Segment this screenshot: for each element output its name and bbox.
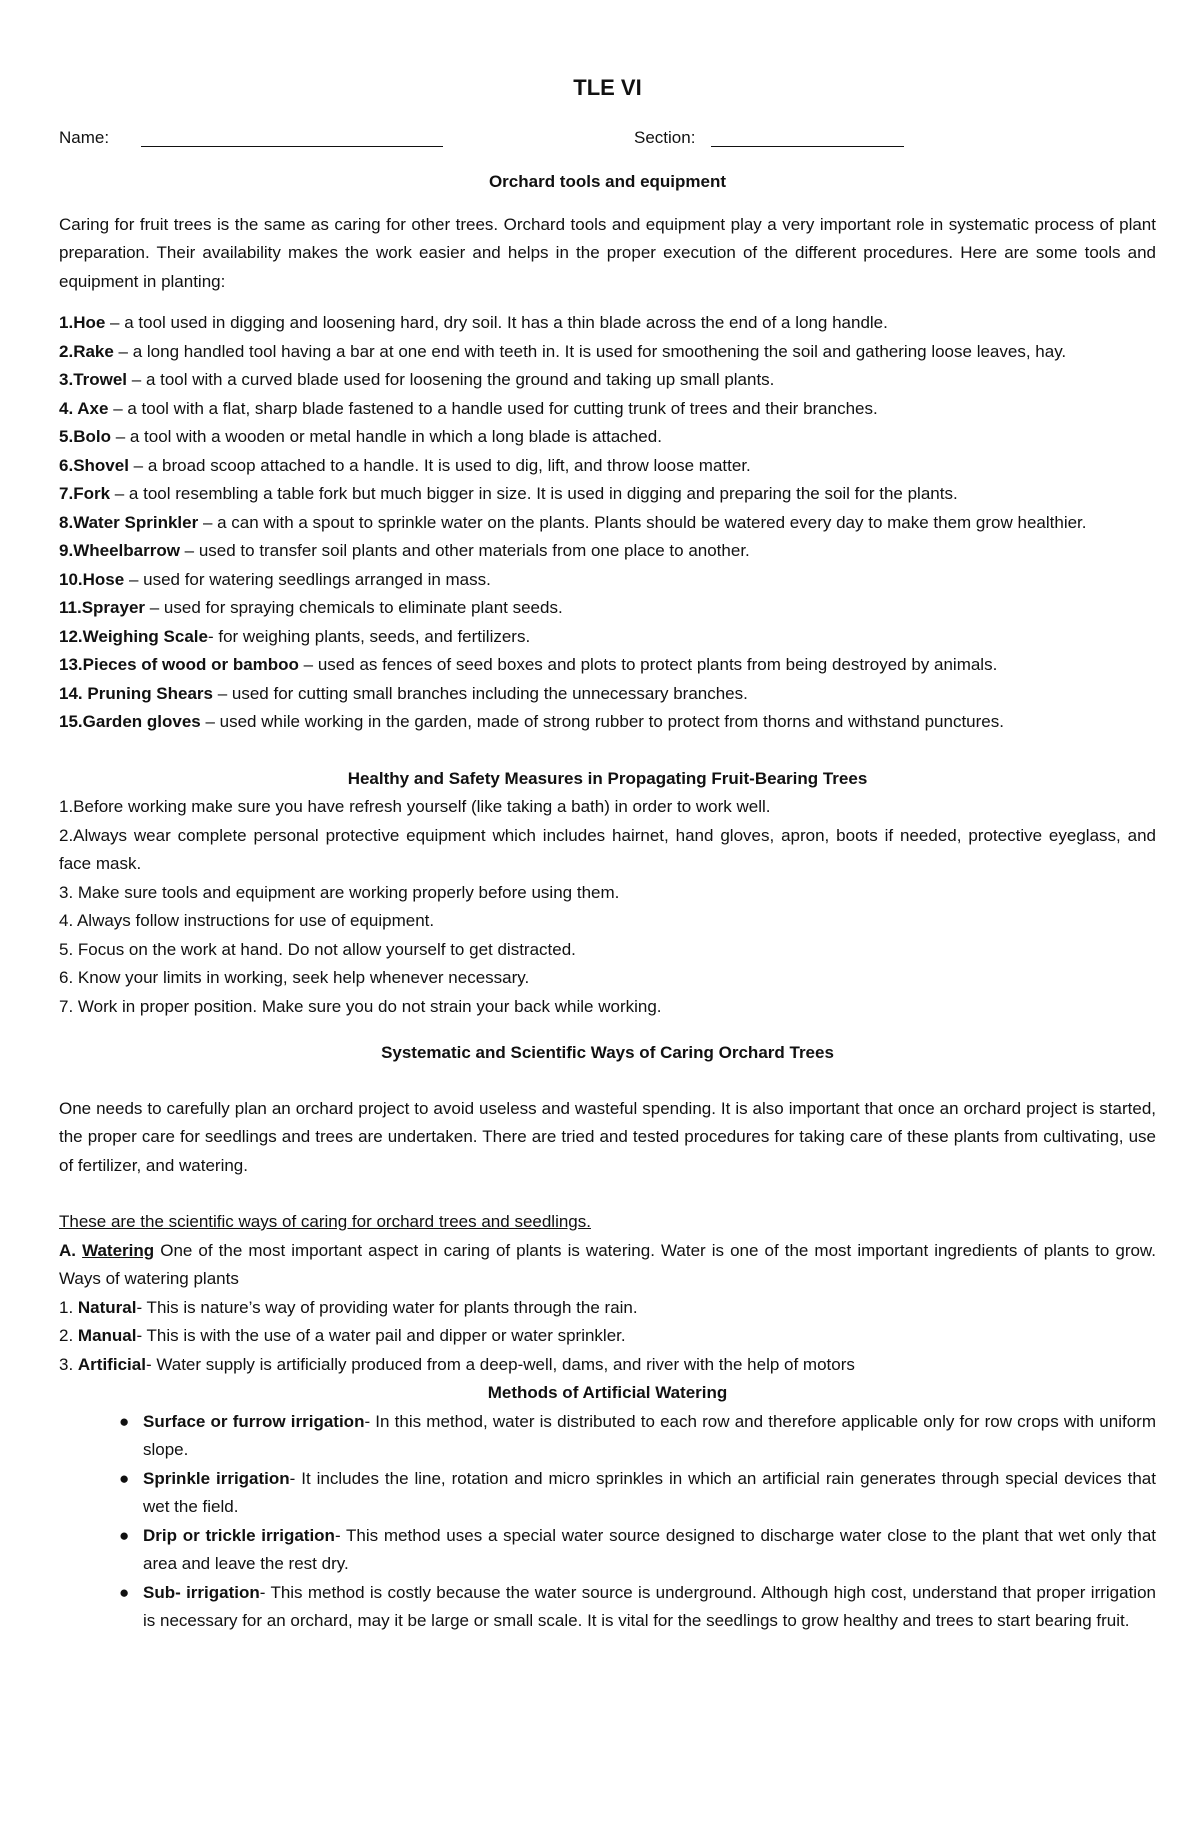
scientific-ways-subheading: These are the scientific ways of caring for orchard trees and seedlings. (59, 1212, 591, 1231)
list-item: 4. Axe – a tool with a flat, sharp blade fastened to a handle used for cutting trunk of trees and their branches. (59, 398, 878, 418)
list-item: 15.Garden gloves – used while working in the garden, made of strong rubber to protect from thorns and withstand punctures. (59, 712, 1004, 731)
methods-list (59, 1408, 1156, 1636)
list-item: 3. Artificial- Water supply is artificially produced from a deep-well, dams, and river with the help of motors (59, 1354, 855, 1374)
bullet-icon: ● (119, 1468, 130, 1488)
list-item: ● Surface or furrow irrigation- In this method, water is distributed to each row and therefore applicable only for row crops with uniform slope. (143, 1408, 1156, 1465)
list-item: ● Drip or trickle irrigation- This method uses a special water source designed to discharge water close to the plant that wet only that area and leave the rest dry. (143, 1522, 1156, 1579)
list-item: 8.Water Sprinkler – a can with a spout to sprinkle water on the plants. Plants should be watered every day to make them grow healthier. (59, 512, 1087, 532)
name-section-row (59, 124, 1156, 154)
spacer (59, 1180, 1156, 1208)
watering-paragraph: A. Watering One of the most important aspect in caring of plants is watering. Water is one of the most important ingredients of plants to grow. Ways of watering plants (59, 1240, 1156, 1288)
safety-list (59, 793, 1156, 1021)
page-title: TLE VI (573, 75, 642, 100)
orchard-heading: Orchard tools and equipment (488, 172, 727, 191)
list-item: 12.Weighing Scale- for weighing plants, seeds, and fertilizers. (59, 626, 531, 646)
bullet-icon: ● (119, 1411, 130, 1431)
bullet-icon: ● (119, 1582, 130, 1602)
list-item: 11.Sprayer – used for spraying chemicals to eliminate plant seeds. (59, 598, 563, 617)
list-item: ● Sub- irrigation- This method is costly because the water source is underground. Although high cost, understand that proper irrigation is necessary for an orchard, may it be large or small scale. It is vital for the seedlings to grow healthy and trees to start bearing fruit. (143, 1579, 1156, 1636)
bullet-icon: ● (119, 1525, 130, 1545)
list-item: 1.Before working make sure you have refresh yourself (like taking a bath) in order to work well. (59, 797, 771, 816)
list-item: 3. Make sure tools and equipment are working properly before using them. (59, 882, 620, 902)
list-item: 1. Natural- This is nature’s way of providing water for plants through the rain. (59, 1297, 638, 1317)
list-item: 2. Manual- This is with the use of a water pail and dipper or water sprinkler. (59, 1326, 626, 1345)
list-item: 9.Wheelbarrow – used to transfer soil plants and other materials from one place to another. (59, 541, 750, 560)
list-item: 6.Shovel – a broad scoop attached to a handle. It is used to dig, lift, and throw loose matter. (59, 455, 751, 475)
list-item: ● Sprinkle irrigation- It includes the line, rotation and micro sprinkles in which an artificial rain generates through special devices that wet the field. (143, 1465, 1156, 1522)
safety-heading: Healthy and Safety Measures in Propagating Fruit-Bearing Trees (347, 768, 868, 788)
orchard-intro: Caring for fruit trees is the same as caring for other trees. Orchard tools and equipment play a very important role in systematic process of plant preparation. Their availability makes the work easier and helps in the proper execution of the different procedures. Here are some tools and equipment in planting: (59, 214, 1156, 291)
name-label: Name: (59, 128, 110, 147)
list-item: 13.Pieces of wood or bamboo – used as fences of seed boxes and plots to protect plants from being destroyed by animals. (59, 655, 998, 674)
caring-intro: One needs to carefully plan an orchard project to avoid useless and wasteful spending. It is also important that once an orchard project is started, the proper care for seedlings and trees are undertaken. There are tried and tested procedures for taking care of these plants from cultivating, use of fertilizer, and watering. (59, 1098, 1156, 1175)
spacer (59, 737, 1156, 765)
list-item: 1.Hoe – a tool used in digging and loosening hard, dry soil. It has a thin blade across the end of a long handle. (59, 313, 888, 332)
list-item: 5.Bolo – a tool with a wooden or metal handle in which a long blade is attached. (59, 427, 662, 446)
name-blank-line[interactable] (141, 146, 443, 147)
list-item: 10.Hose – used for watering seedlings arranged in mass. (59, 569, 491, 589)
spacer (59, 1021, 1156, 1039)
list-item: 2.Always wear complete personal protective equipment which includes hairnet, hand gloves, apron, boots if needed, protective eyeglass, and face mask. (59, 825, 1156, 873)
list-item: 7. Work in proper position. Make sure you do not strain your back while working. (59, 996, 662, 1016)
section-blank-line[interactable] (711, 146, 904, 147)
tools-list (59, 309, 1156, 737)
section-label: Section: (634, 128, 696, 147)
list-item: 3.Trowel – a tool with a curved blade used for loosening the ground and taking up small plants. (59, 370, 775, 389)
list-item: 6. Know your limits in working, seek help whenever necessary. (59, 968, 530, 987)
methods-heading: Methods of Artificial Watering (487, 1383, 728, 1402)
list-item: 4. Always follow instructions for use of equipment. (59, 911, 435, 930)
caring-heading: Systematic and Scientific Ways of Caring Orchard Trees (381, 1043, 834, 1062)
list-item: 7.Fork – a tool resembling a table fork but much bigger in size. It is used in digging and preparing the soil for the plants. (59, 484, 958, 503)
list-item: 5. Focus on the work at hand. Do not allow yourself to get distracted. (59, 939, 576, 959)
list-item: 14. Pruning Shears – used for cutting small branches including the unnecessary branches. (59, 683, 748, 703)
watering-ways-list (59, 1294, 1156, 1380)
list-item: 2.Rake – a long handled tool having a bar at one end with teeth in. It is used for smoothening the soil and gathering loose leaves, hay. (59, 341, 1067, 361)
